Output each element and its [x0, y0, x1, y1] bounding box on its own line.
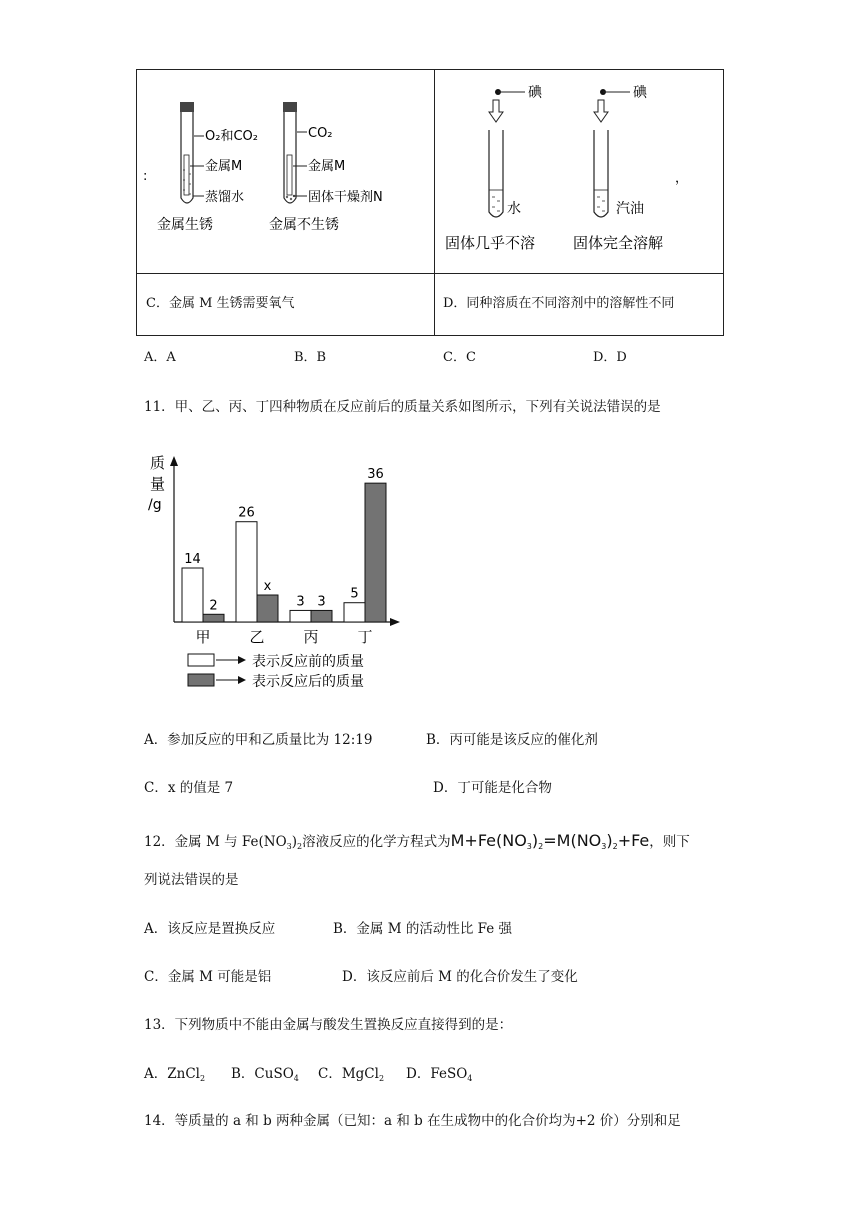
rust-experiment-figure: [137, 70, 433, 272]
category-label-0: 甲: [195, 628, 211, 646]
cell-c-statement: C．金属 M 生锈需要氧气: [146, 296, 295, 311]
bar-before-3: [344, 603, 365, 622]
tube2-caption: 金属不生锈: [269, 217, 339, 233]
bar-label-after-3: 36: [367, 467, 384, 483]
tube2-metal-label: 金属M: [308, 159, 346, 174]
tube2-gas-label: CO₂: [308, 126, 333, 141]
q14-stem: 14．等质量的 a 和 b 两种金属（已知：a 和 b 在生成物中的化合价均为+2 价）分别和足: [144, 1113, 681, 1129]
q12-stem-line2: 列说法错误的是: [144, 872, 239, 888]
bar-label-before-3: 5: [350, 586, 359, 602]
arrow-down-icon: [489, 100, 503, 122]
y-label-1: 质: [150, 454, 166, 472]
tube1-water-label: 蒸馏水: [205, 190, 245, 205]
q12-stem-mid: 溶液反应的化学方程式为: [302, 834, 451, 850]
bar-after-0: [203, 614, 224, 622]
y-label-2: 量: [150, 475, 166, 493]
category-label-2: 丙: [303, 628, 319, 646]
tube1-metal-label: 金属M: [205, 159, 243, 174]
q12-option-d[interactable]: D．该反应前后 M 的化合价发生了变化: [342, 969, 578, 985]
q11-option-c[interactable]: C．x 的值是 7: [144, 780, 234, 796]
y-label-3: /g: [148, 497, 162, 513]
q10-option-a[interactable]: A．A: [144, 350, 176, 365]
legend-swatch-after: [188, 674, 214, 686]
q12-equation: $M+Fe(NO_3)_2=M(NO_3)_2+Fe$: [450, 831, 650, 851]
bar-label-after-0: 2: [209, 598, 218, 614]
bar-after-1: [257, 595, 278, 622]
test-tube-icon: [181, 112, 193, 203]
test-tube-icon: [489, 130, 503, 217]
q10-option-c[interactable]: C．C: [443, 350, 476, 365]
metal-strip-icon: [287, 155, 292, 195]
tube2-desiccant-label: 固体干燥剂N: [308, 190, 383, 205]
bar-before-1: [236, 522, 257, 622]
legend-label-before: 表示反应前的质量: [252, 654, 364, 670]
q11-stem: 11．甲、乙、丙、丁四种物质在反应前后的质量关系如图所示，下列有关说法错误的是: [144, 399, 661, 415]
q12-stem: 12．金属 M 与 $Fe(NO_3)_2$溶液反应的化学方程式为$M+Fe(NO_3)_2=M(NO_3)_2+Fe$，则下: [144, 831, 690, 851]
tube2-solvent-label: 汽油: [616, 201, 644, 217]
q12-stem-end: ，则下: [649, 834, 690, 850]
q11-option-b[interactable]: B．丙可能是该反应的催化剂: [426, 732, 598, 748]
q12-option-b[interactable]: B．金属 M 的活动性比 Fe 强: [333, 921, 513, 937]
bar-after-3: [365, 483, 386, 622]
arrow-down-icon: [594, 100, 608, 122]
q13-stem: 13．下列物质中不能由金属与酸发生置换反应直接得到的是：: [144, 1017, 513, 1033]
bar-label-after-2: 3: [317, 594, 326, 610]
q12-option-c[interactable]: C．金属 M 可能是铝: [144, 969, 272, 985]
options-table: [136, 69, 724, 336]
tube1-reagent-label: 碘: [528, 85, 542, 101]
y-axis-arrow-icon: [170, 456, 178, 466]
bar-before-0: [182, 568, 203, 622]
arrow-right-icon: [238, 656, 246, 664]
q10-option-d[interactable]: D．D: [593, 350, 627, 365]
mass-bar-chart: [140, 448, 400, 698]
table-divider-horizontal: [137, 273, 724, 274]
stopper-icon: [180, 102, 194, 112]
q12-option-a[interactable]: A．该反应是置换反应: [144, 921, 276, 937]
bar-label-before-1: 26: [238, 505, 255, 521]
legend-swatch-before: [188, 654, 214, 666]
q11-option-a[interactable]: A．参加反应的甲和乙质量比为 12:19: [144, 732, 373, 748]
cell-c-marker: :: [143, 169, 148, 184]
bar-label-before-0: 14: [184, 552, 201, 567]
metal-strip-icon: [184, 155, 189, 195]
cell-d-statement: D．同种溶质在不同溶剂中的溶解性不同: [443, 296, 675, 311]
stopper-icon: [283, 102, 297, 112]
q10-option-b[interactable]: B．B: [294, 350, 327, 365]
q13-option-a[interactable]: A．ZnCl$_2$: [144, 1066, 206, 1083]
q11-option-d[interactable]: D．丁可能是化合物: [433, 780, 552, 796]
tube1-solvent-label: 水: [507, 201, 521, 217]
category-label-1: 乙: [249, 628, 265, 646]
solubility-experiment-figure: [435, 70, 724, 272]
tube2-reagent-label: 碘: [633, 85, 647, 101]
bar-label-after-1: x: [263, 579, 272, 594]
tube1-gas-label: O₂和CO₂: [205, 129, 258, 144]
tube2-caption: 固体完全溶解: [573, 234, 664, 252]
legend-label-after: 表示反应后的质量: [252, 674, 364, 690]
q13-option-b[interactable]: B．CuSO$_4$: [231, 1066, 299, 1083]
bar-label-before-2: 3: [296, 594, 305, 610]
bar-after-2: [311, 610, 332, 622]
x-axis-arrow-icon: [390, 618, 400, 626]
test-tube-icon: [594, 130, 608, 217]
q13-option-d[interactable]: D．FeSO$_4$: [406, 1066, 473, 1083]
q12-stem-start: 12．金属 M 与 Fe(NO: [144, 834, 287, 850]
q13-option-c[interactable]: C．MgCl$_2$: [318, 1066, 385, 1083]
tube1-caption: 固体几乎不溶: [445, 234, 536, 252]
cell-d-comma: ，: [675, 171, 689, 186]
bar-before-2: [290, 610, 311, 622]
arrow-right-icon: [238, 676, 246, 684]
category-label-3: 丁: [357, 628, 373, 646]
test-tube-icon: [284, 112, 296, 203]
tube1-caption: 金属生锈: [157, 217, 213, 233]
